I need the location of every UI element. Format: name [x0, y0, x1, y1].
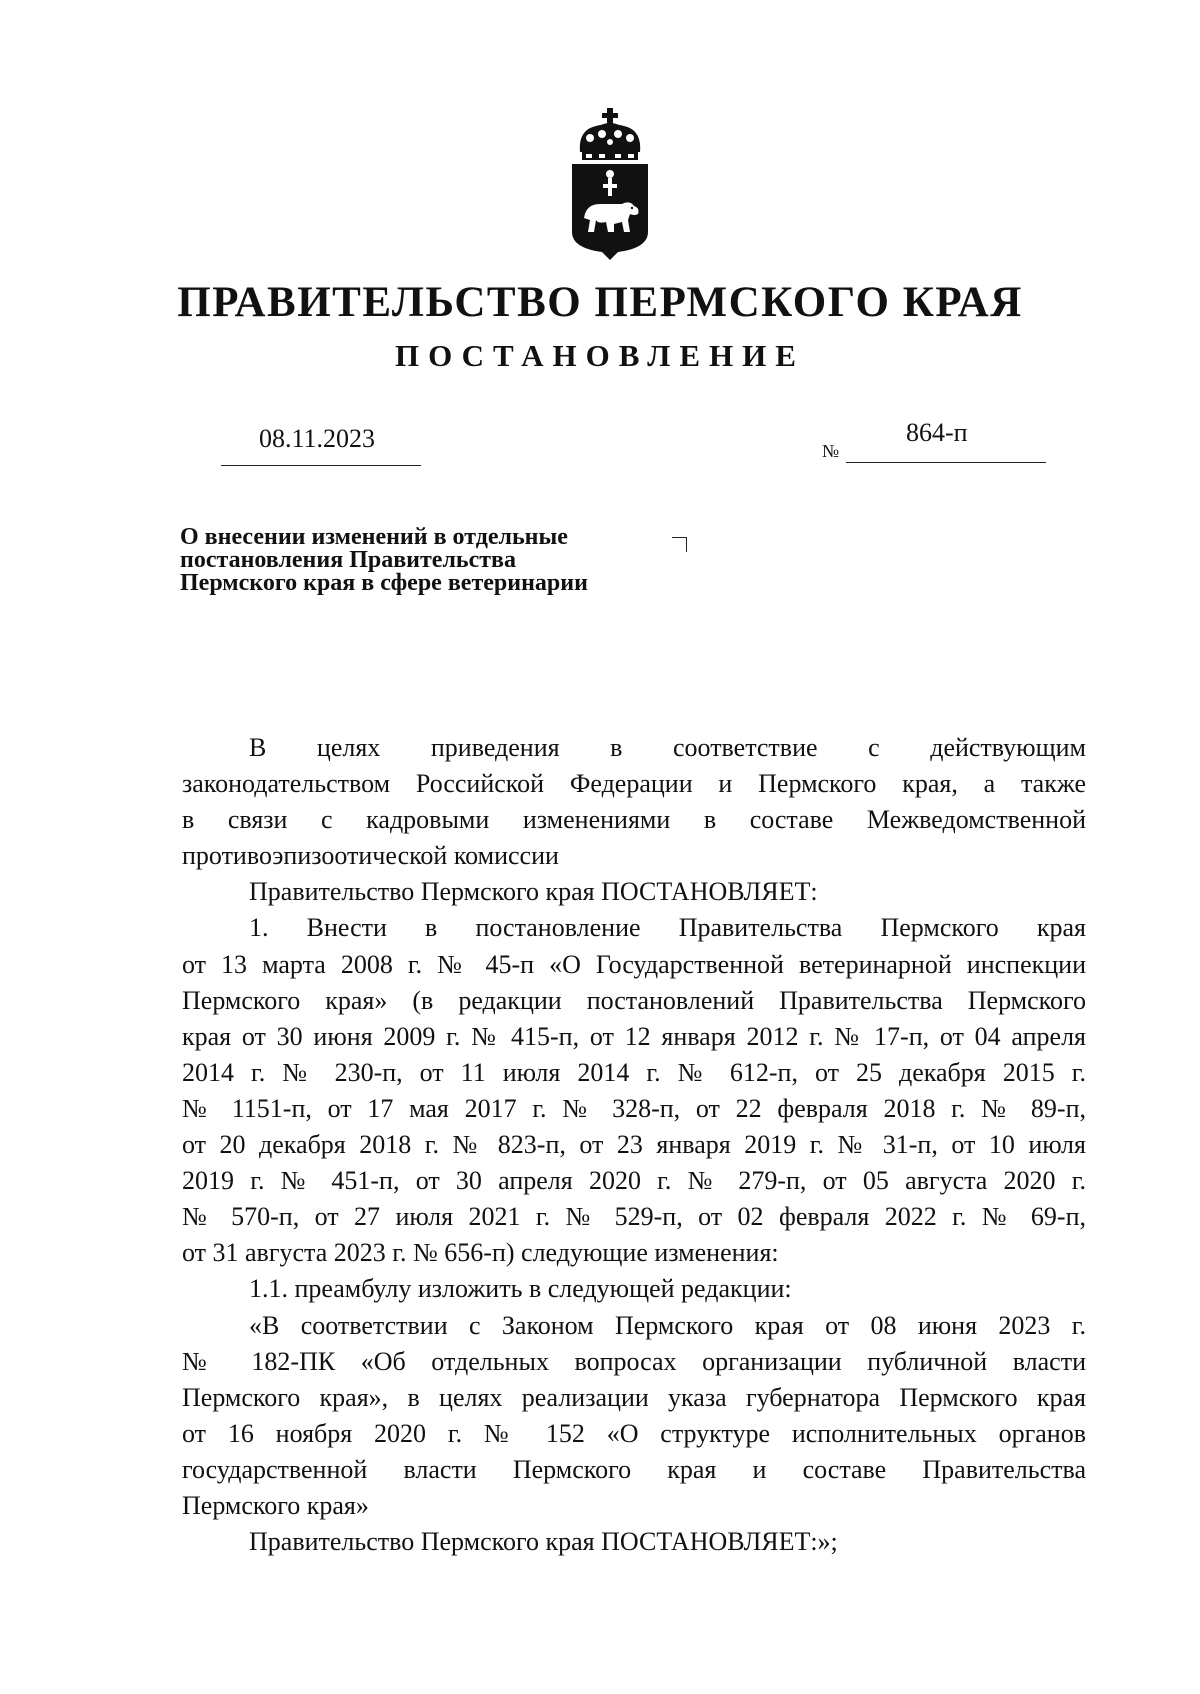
- subject-line: постановления Правительства: [180, 547, 516, 573]
- document-type: ПОСТАНОВЛЕНИЕ: [395, 338, 805, 373]
- document-body: [182, 730, 1086, 1560]
- body-line: «В соответствии с Законом Пермского края от 08 июня 2023 г.: [249, 1310, 1086, 1340]
- body-line: от 16 ноября 2020 г. № 152 «О структуре исполнительных органов: [182, 1418, 1086, 1448]
- body-line: 1. Внести в постановление Правительства Пермского края: [249, 913, 1086, 943]
- document-subject: [180, 526, 660, 595]
- body-line: законодательством Российской Федерации и Пермского края, а также: [182, 769, 1086, 799]
- body-line: Пермского края»: [182, 1490, 369, 1520]
- subject-corner-mark: [672, 537, 687, 552]
- body-line: Пермского края» (в редакции постановлений Правительства Пермского: [182, 985, 1086, 1015]
- body-line: № 570-п, от 27 июля 2021 г. № 529-п, от 02 февраля 2022 г. № 69-п,: [182, 1202, 1086, 1232]
- subject-line: О внесении изменений в отдельные: [180, 524, 568, 550]
- coat-of-arms-emblem: [570, 108, 650, 260]
- body-line: 2019 г. № 451-п, от 30 апреля 2020 г. № 279-п, от 05 августа 2020 г.: [182, 1166, 1086, 1196]
- document-date: 08.11.2023: [259, 424, 376, 453]
- government-title: ПРАВИТЕЛЬСТВО ПЕРМСКОГО КРАЯ: [177, 279, 1023, 326]
- body-line: № 1151-п, от 17 мая 2017 г. № 328-п, от 22 февраля 2018 г. № 89-п,: [182, 1093, 1086, 1123]
- body-line: Правительство Пермского края ПОСТАНОВЛЯЕТ:: [249, 877, 818, 907]
- body-line: от 13 марта 2008 г. № 45-п «О Государственной ветеринарной инспекции: [182, 949, 1086, 979]
- body-line: края от 30 июня 2009 г. № 415-п, от 12 января 2012 г. № 17-п, от 04 апреля: [182, 1021, 1086, 1051]
- body-line: № 182-ПК «Об отдельных вопросах организации публичной власти: [182, 1346, 1086, 1376]
- body-line: в связи с кадровыми изменениями в составе Межведомственной: [182, 805, 1086, 835]
- body-line: государственной власти Пермского края и составе Правительства: [182, 1454, 1086, 1484]
- body-line: от 20 декабря 2018 г. № 823-п, от 23 января 2019 г. № 31-п, от 10 июля: [182, 1130, 1086, 1160]
- body-line: от 31 августа 2023 г. № 656-п) следующие изменения:: [182, 1238, 779, 1268]
- document-number-field: [846, 418, 1046, 463]
- body-line: Пермского края», в целях реализации указа губернатора Пермского края: [182, 1382, 1086, 1412]
- body-line: 2014 г. № 230-п, от 11 июля 2014 г. № 612-п, от 25 декабря 2015 г.: [182, 1057, 1086, 1087]
- document-date-field: [221, 424, 421, 466]
- subject-line: Пермского края в сфере ветеринарии: [180, 570, 588, 596]
- body-line: Правительство Пермского края ПОСТАНОВЛЯЕТ:»;: [249, 1527, 838, 1557]
- document-number: 864-п: [906, 418, 968, 447]
- body-line: 1.1. преамбулу изложить в следующей редакции:: [249, 1274, 792, 1304]
- number-sign: №: [822, 441, 840, 461]
- body-line: В целях приведения в соответствие с действующим: [249, 733, 1086, 762]
- body-line: противоэпизоотической комиссии: [182, 841, 559, 871]
